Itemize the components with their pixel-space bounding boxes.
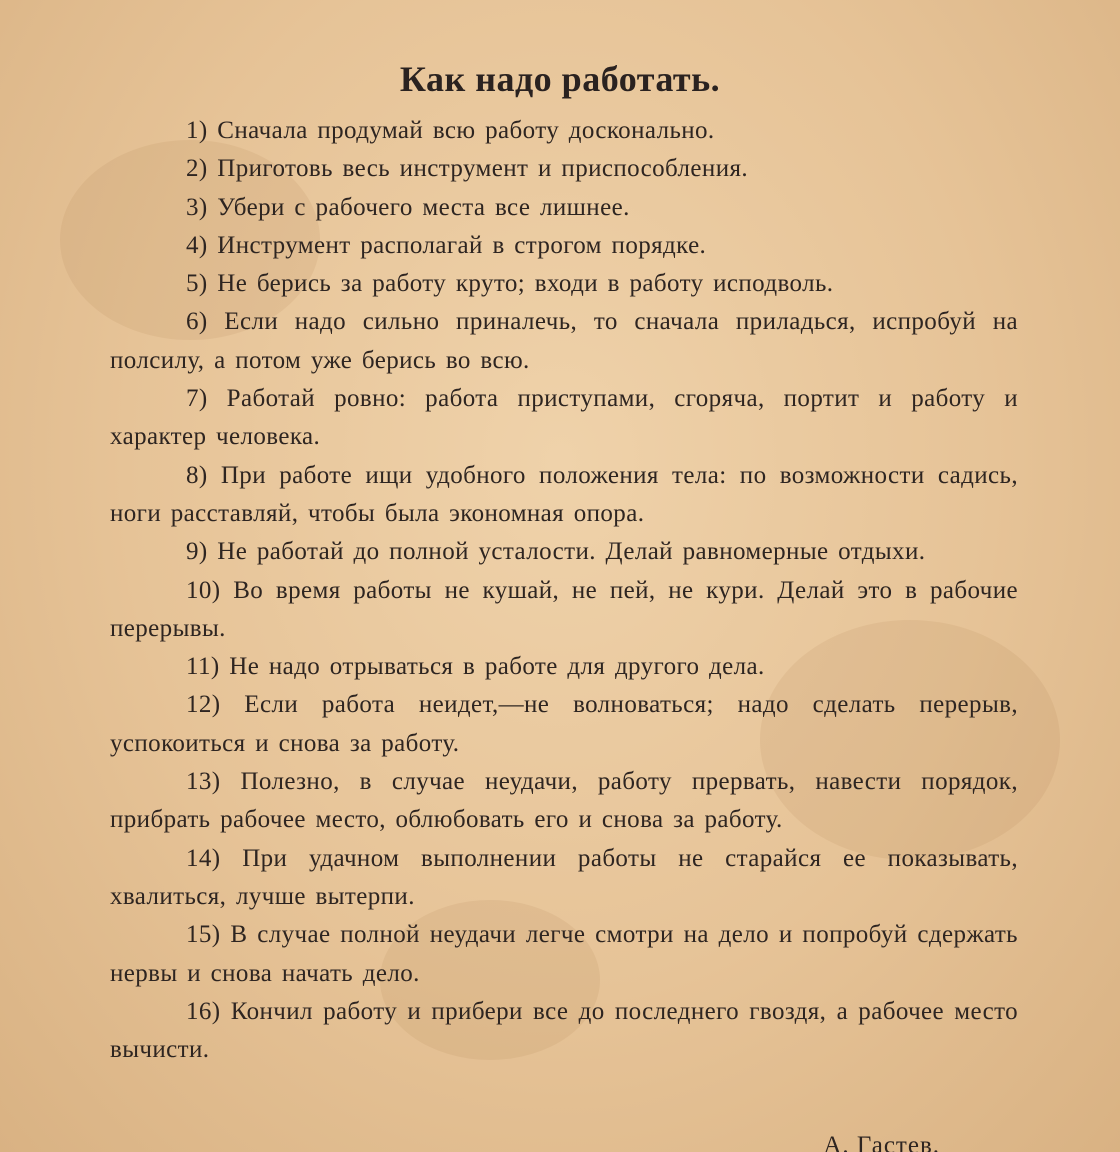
rule-item: 3) Убери с рабочего места все лишнее. xyxy=(186,193,630,221)
rule-item: 4) Инструмент располагай в строгом порядке. xyxy=(186,231,707,259)
rule-item: 7) Работай ровно: работа приступами, сгоряча, портит и работу и характер человека. xyxy=(110,385,1018,451)
rule-item: 8) При работе ищи удобного положения тела: по возможности садись, ноги расставляй, чтобы была экономная опора. xyxy=(110,461,1018,527)
rule-item: 1) Сначала продумай всю работу досконально. xyxy=(186,117,715,144)
rule-item: 5) Не берись за работу круто; входи в работу исподволь. xyxy=(186,270,834,298)
author-signature: А. Гастев. xyxy=(823,1132,940,1152)
rule-item: 14) При удачном выполнении работы не старайся ее показывать, хвалиться, лучше вытерпи. xyxy=(110,844,1018,910)
rule-item: 10) Во время работы не кушай, не пей, не кури. Делай это в рабочие перерывы. xyxy=(110,576,1018,642)
rule-item: 6) Если надо сильно приналечь, то сначала приладься, испробуй на полсилу, а потом уже берись во всю. xyxy=(110,308,1018,374)
rule-item: 9) Не работай до полной усталости. Делай равномерные отдыхи. xyxy=(186,538,926,566)
rule-item: 13) Полезно, в случае неудачи, работу прервать, навести порядок, прибрать рабочее место, облюбовать его и снова за работу. xyxy=(110,768,1018,834)
rule-item: 15) В случае полной неудачи легче смотри на дело и попробуй сдержать нервы и снова начать дело. xyxy=(110,921,1018,987)
rule-item: 2) Приготовь весь инструмент и приспособления. xyxy=(186,155,749,183)
rules-list xyxy=(110,112,1018,1069)
rule-item: 12) Если работа неидет,—не волноваться; надо сделать перерыв, успокоиться и снова за работу. xyxy=(110,691,1018,757)
rule-item: 16) Кончил работу и прибери все до последнего гвоздя, а рабочее место вычисти. xyxy=(110,997,1018,1064)
page-title: Как надо работать. xyxy=(399,59,721,99)
rule-item: 11) Не надо отрываться в работе для другого дела. xyxy=(186,653,765,681)
